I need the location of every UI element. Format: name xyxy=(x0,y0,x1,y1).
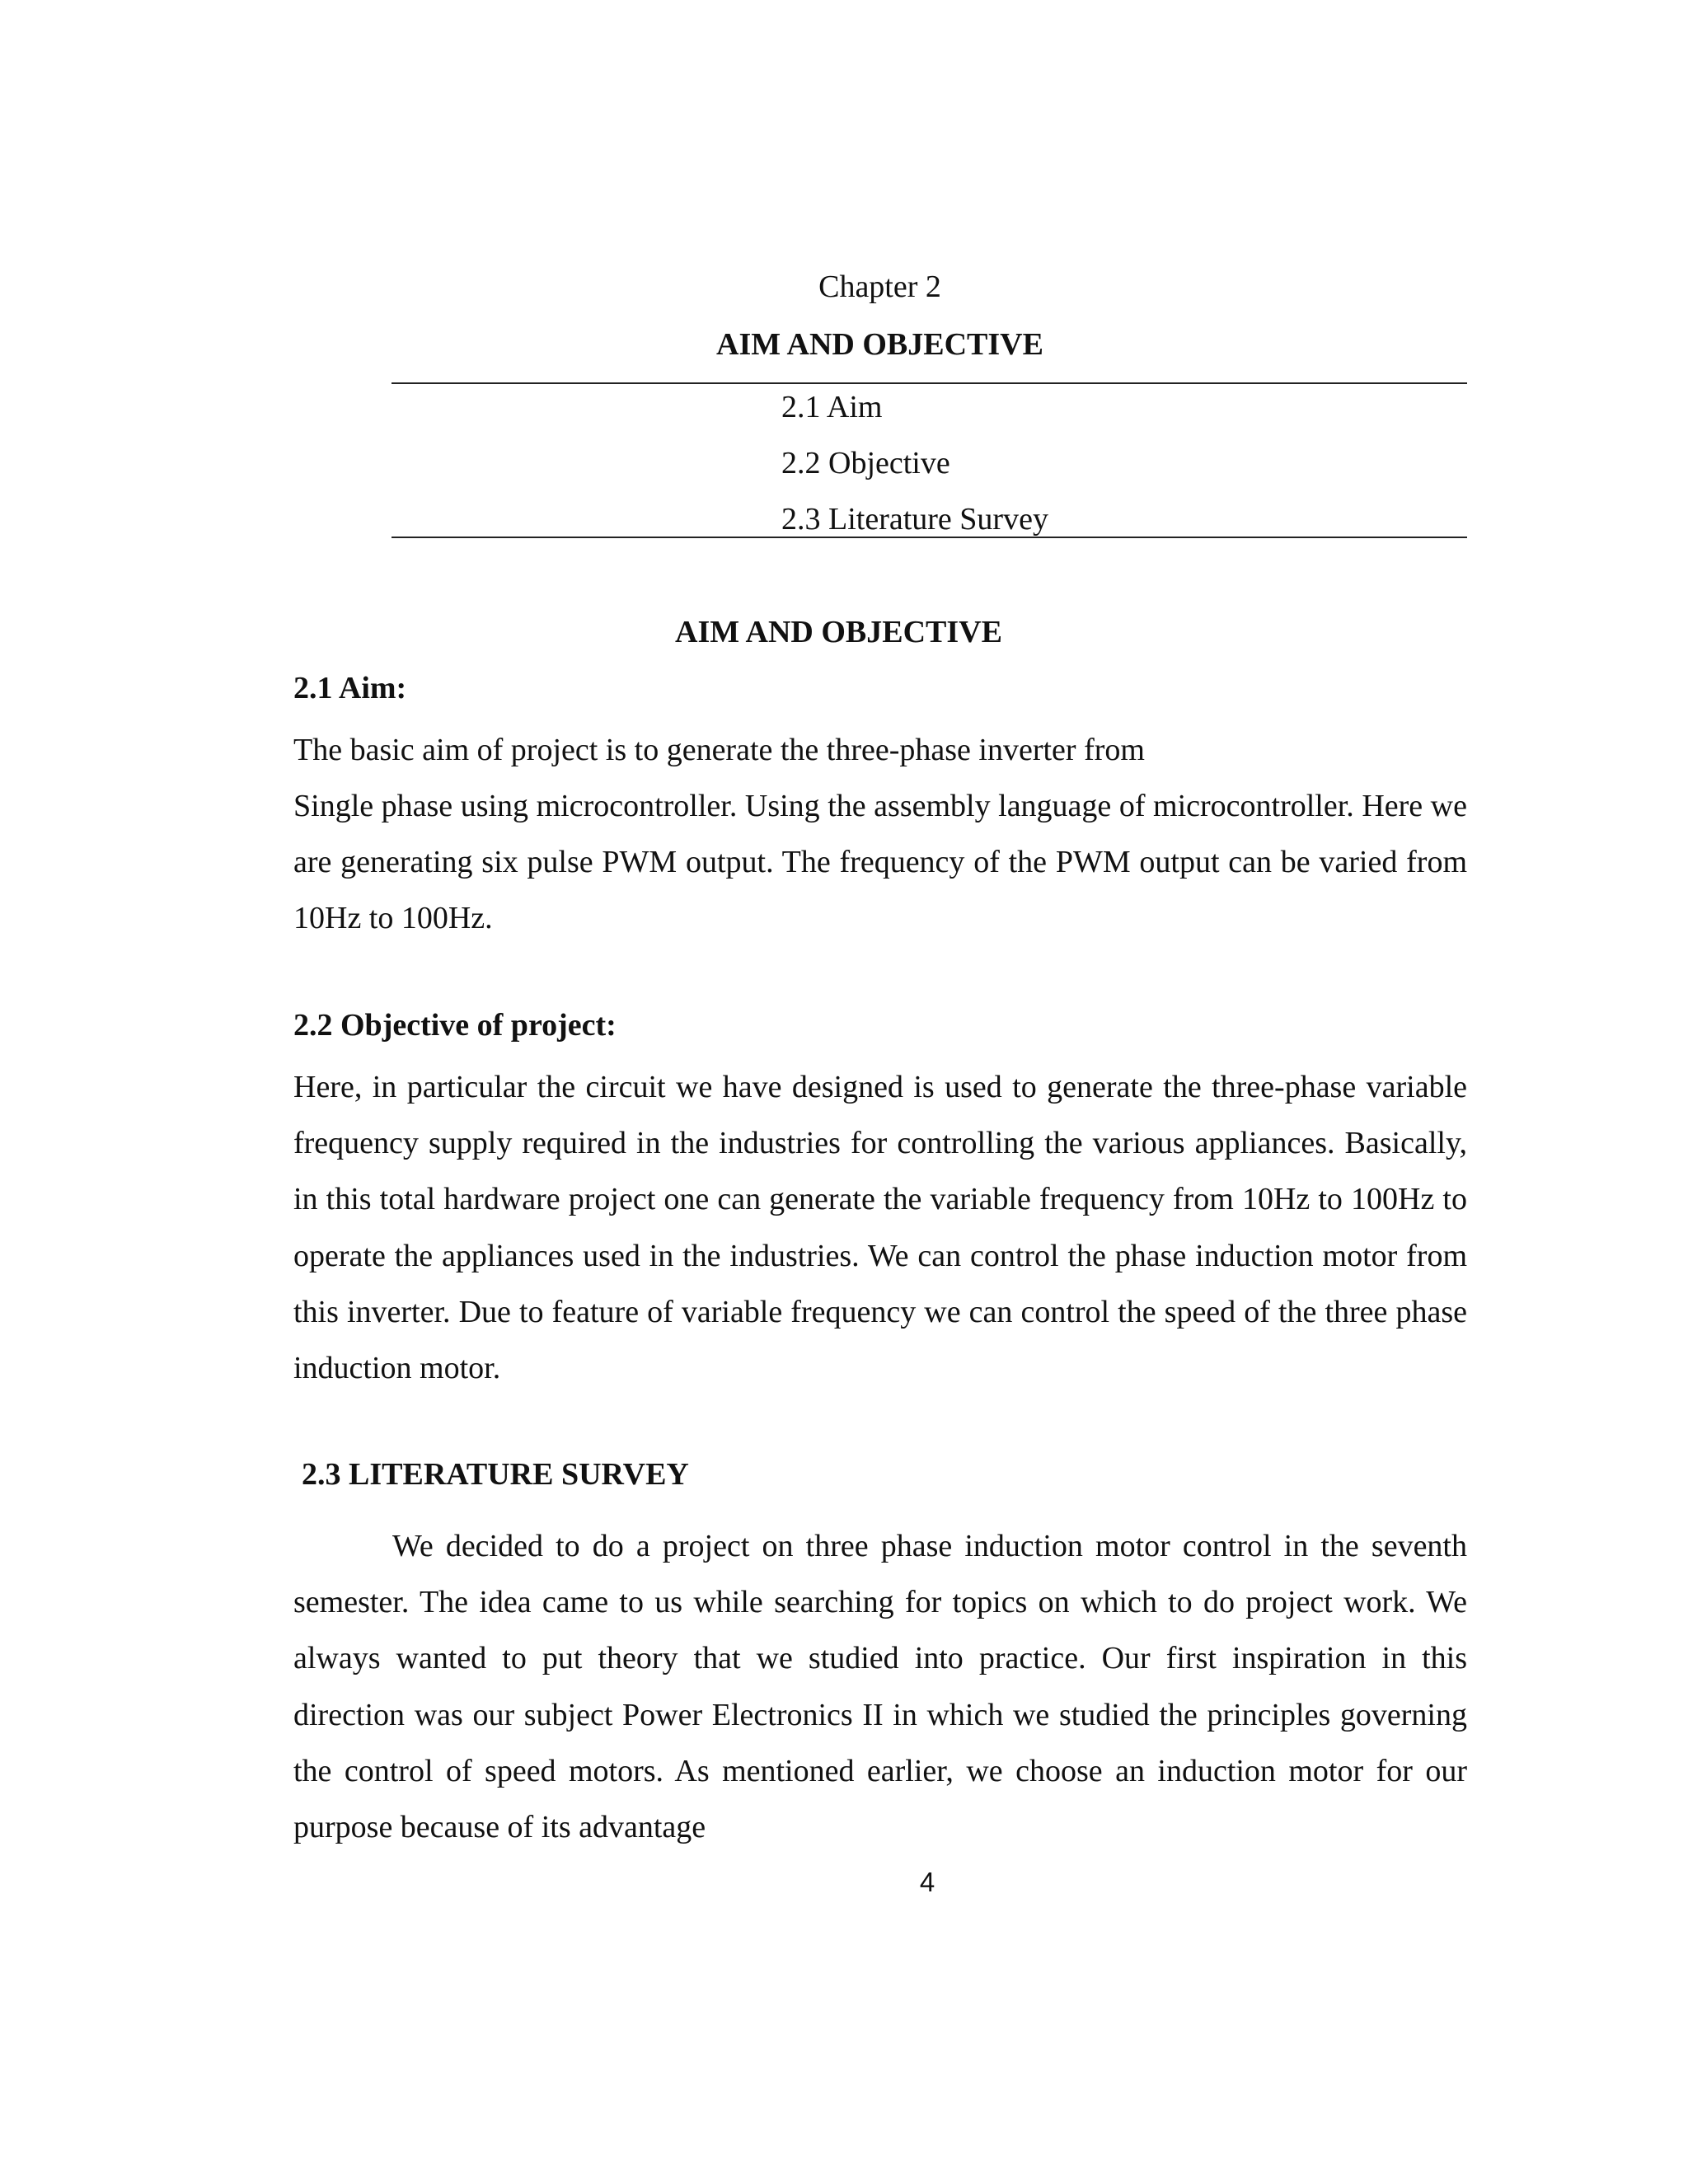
contents-top-rule xyxy=(392,382,1467,384)
objective-paragraph: Here, in particular the circuit we have designed is used to generate the three-phase variable frequency supply required in the industries for controlling the various appliances. Basically, in this total hardware project one can generate the variable frequency from 10Hz to 100Hz to operate the appliances used in the industries. We can control the phase induction motor from this inverter. Due to feature of variable frequency we can control the speed of the three phase induction motor. xyxy=(293,1070,1467,1386)
chapter-number: Chapter 2 xyxy=(818,269,941,304)
aim-heading: 2.1 Aim: xyxy=(293,671,407,705)
contents-item: 2.1 Aim xyxy=(781,390,883,424)
section-title: AIM AND OBJECTIVE xyxy=(675,615,1002,649)
contents-item: 2.2 Objective xyxy=(781,446,950,480)
literature-paragraph: We decided to do a project on three phase induction motor control in the seventh semester. The idea came to us while searching for topics on which to do project work. We always wanted to put theory that we studied into practice. Our first inspiration in this direction was our subject Power Electronics II in which we studied the principles governing the control of speed motors. As mentioned earlier, we choose an induction motor for our purpose because of its advantage xyxy=(293,1529,1467,1845)
aim-first-line: The basic aim of project is to generate the three-phase inverter from xyxy=(293,733,1145,767)
contents-item: 2.3 Literature Survey xyxy=(781,502,1048,537)
chapter-title: AIM AND OBJECTIVE xyxy=(716,327,1043,362)
literature-heading: 2.3 LITERATURE SURVEY xyxy=(302,1457,689,1492)
objective-heading: 2.2 Objective of project: xyxy=(293,1008,617,1043)
chapter-contents xyxy=(781,387,1048,555)
contents-bottom-rule xyxy=(392,537,1467,538)
aim-paragraph: Single phase using microcontroller. Using the assembly language of microcontroller. Here we are generating six pulse PWM output. The frequency of the PWM output can be varied from 10Hz to 100Hz. xyxy=(293,789,1467,936)
page-number: 4 xyxy=(919,1867,935,1897)
